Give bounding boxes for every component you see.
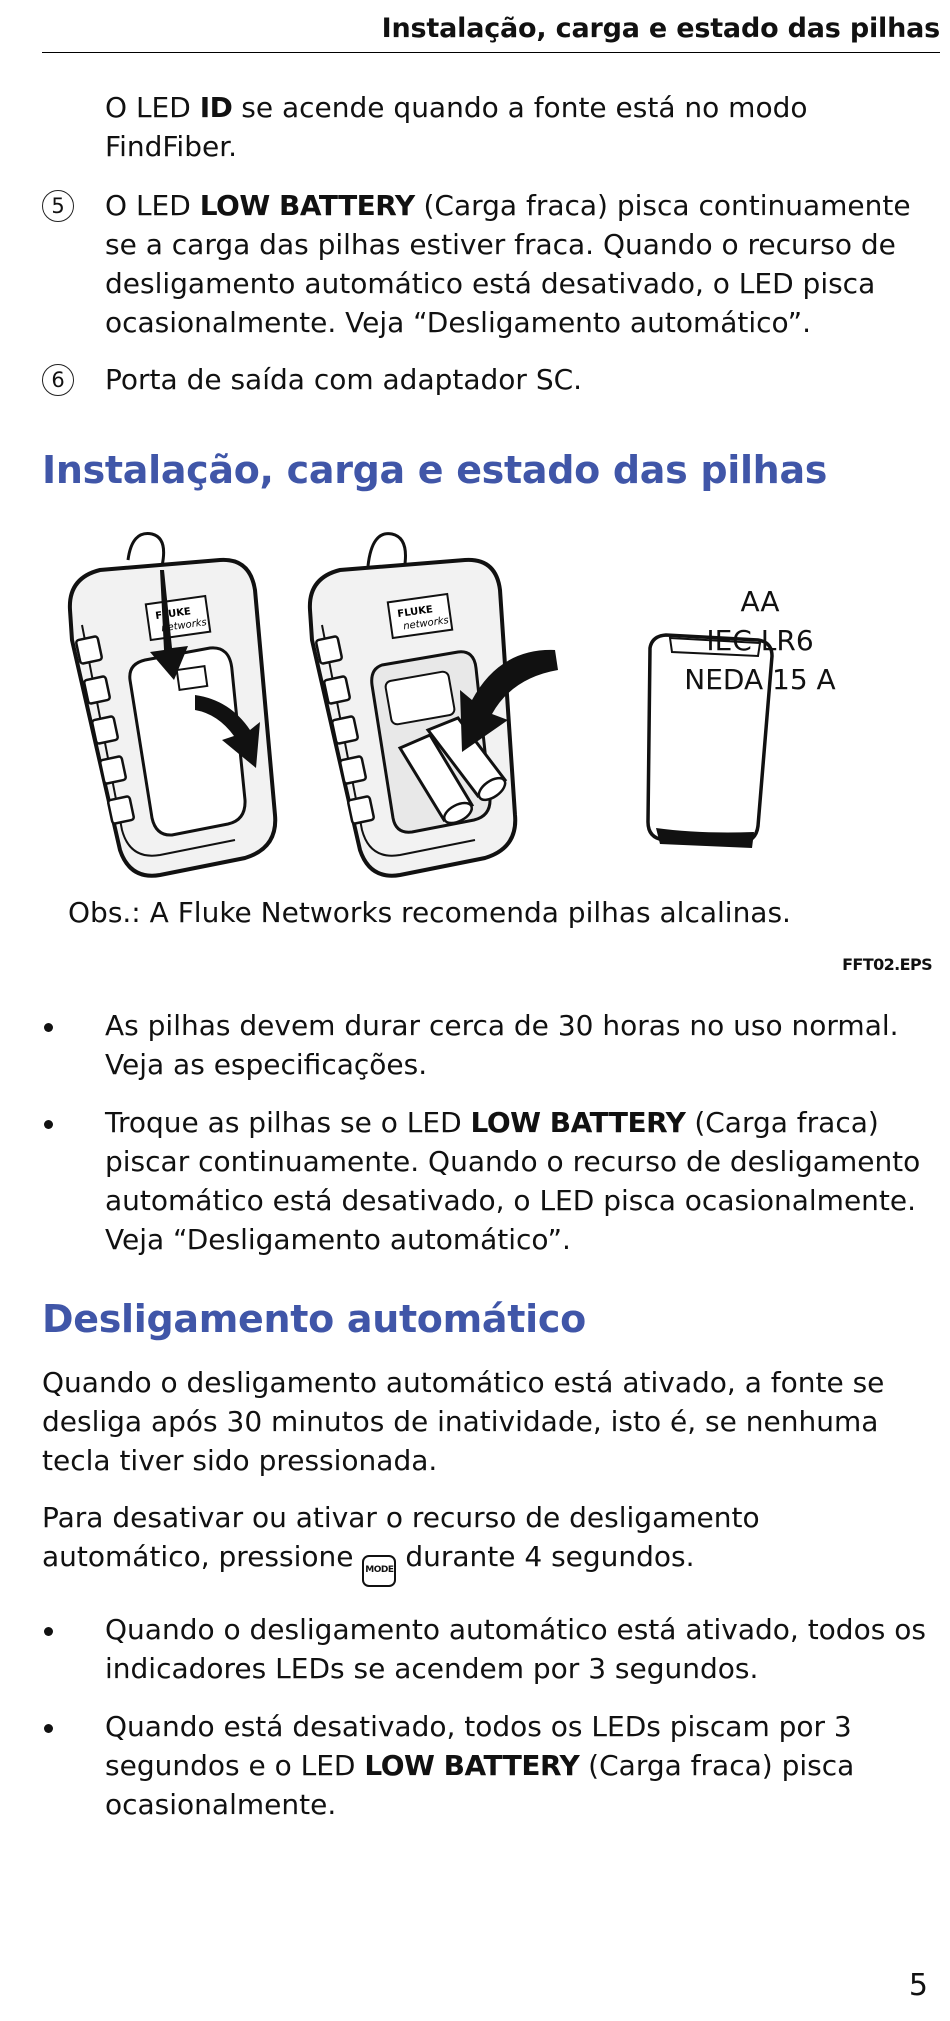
battery-section-title: Instalação, carga e estado das pilhas xyxy=(42,448,828,492)
auto-off-bullet-2-post: (Carga fraca) pisca ocasionalmente. xyxy=(105,1749,855,1821)
figure-code: FFT02.EPS xyxy=(842,955,932,974)
item-5-pre: O LED xyxy=(105,189,200,222)
auto-off-section-title: Desligamento automático xyxy=(42,1297,586,1341)
brand-label-right-2: networks xyxy=(402,615,450,633)
item-6-paragraph: Porta de saída com adaptador SC. xyxy=(105,363,583,396)
led-id-bold: ID xyxy=(199,91,233,124)
bullet-dot xyxy=(44,1627,53,1636)
auto-off-bullet-2-pre: Quando está desativado, todos os LEDs piscam por 3 segundos e o LED xyxy=(105,1710,852,1782)
auto-off-paragraph-1: Quando o desligamento automático está ativado, a fonte se desliga após 30 minutos de inatividade, isto é, se nenhuma tecla tiver sido pressionada. xyxy=(42,1366,885,1477)
battery-bullet-2-pre: Troque as pilhas se o LED xyxy=(105,1106,471,1139)
item-5-paragraph xyxy=(105,186,930,342)
battery-bullet-2-bold: LOW BATTERY xyxy=(470,1106,686,1139)
bullet-dot xyxy=(44,1023,53,1032)
brand-label-left-2: networks xyxy=(160,617,208,635)
battery-bullet-2-post: (Carga fraca) piscar continuamente. Quando o recurso de desligamento automático está desativado, o LED pisca ocasionalmente. Veja “Desligamento automático”. xyxy=(105,1106,921,1256)
bullet-dot xyxy=(44,1724,53,1733)
figure-note: Obs.: A Fluke Networks recomenda pilhas alcalinas. xyxy=(68,896,791,929)
battery-spec-label xyxy=(660,582,860,699)
brand-label-left-1: FLUKE xyxy=(154,606,192,623)
callout-number-6: 6 xyxy=(42,364,74,396)
auto-off-bullet-1: Quando o desligamento automático está ativado, todos os indicadores LEDs se acendem por 3 segundos. xyxy=(105,1613,926,1685)
device-right-illustration xyxy=(310,534,558,876)
battery-spec-line-2: IEC LR6 xyxy=(706,624,814,657)
led-id-pre: O LED xyxy=(105,91,200,124)
auto-off-bullet-2 xyxy=(105,1707,905,1824)
auto-off-paragraph-2-post: durante 4 segundos. xyxy=(405,1540,695,1573)
led-id-paragraph xyxy=(105,88,865,166)
bullet-dot xyxy=(44,1120,53,1129)
item-5-post: (Carga fraca) pisca continuamente se a carga das pilhas estiver fraca. Quando o recurso de desligamento automático está desativado, o LED pisca ocasionalmente. Veja “Desligamento automático”. xyxy=(105,189,911,339)
battery-bullet-1: As pilhas devem durar cerca de 30 horas no uso normal. Veja as especificações. xyxy=(105,1009,899,1081)
auto-off-bullet-2-bold: LOW BATTERY xyxy=(364,1749,580,1782)
battery-spec-line-1: AA xyxy=(740,585,780,618)
led-id-post: se acende quando a fonte está no modo FindFiber. xyxy=(105,91,808,163)
callout-number-5: 5 xyxy=(42,190,74,222)
brand-label-right-1: FLUKE xyxy=(396,604,434,621)
auto-off-paragraph-2-pre: Para desativar ou ativar o recurso de desligamento automático, pressione xyxy=(42,1501,760,1573)
mode-key-icon: MODE xyxy=(362,1555,396,1587)
battery-bullet-2 xyxy=(105,1103,940,1259)
auto-off-paragraph-2 xyxy=(42,1498,922,1587)
running-header: Instalação, carga e estado das pilhas xyxy=(42,6,940,53)
battery-installation-figure xyxy=(60,530,920,890)
item-5-bold: LOW BATTERY xyxy=(199,189,415,222)
device-left-illustration xyxy=(70,534,275,876)
battery-spec-line-3: NEDA 15 A xyxy=(684,663,836,696)
page-number: 5 xyxy=(908,1968,928,2003)
